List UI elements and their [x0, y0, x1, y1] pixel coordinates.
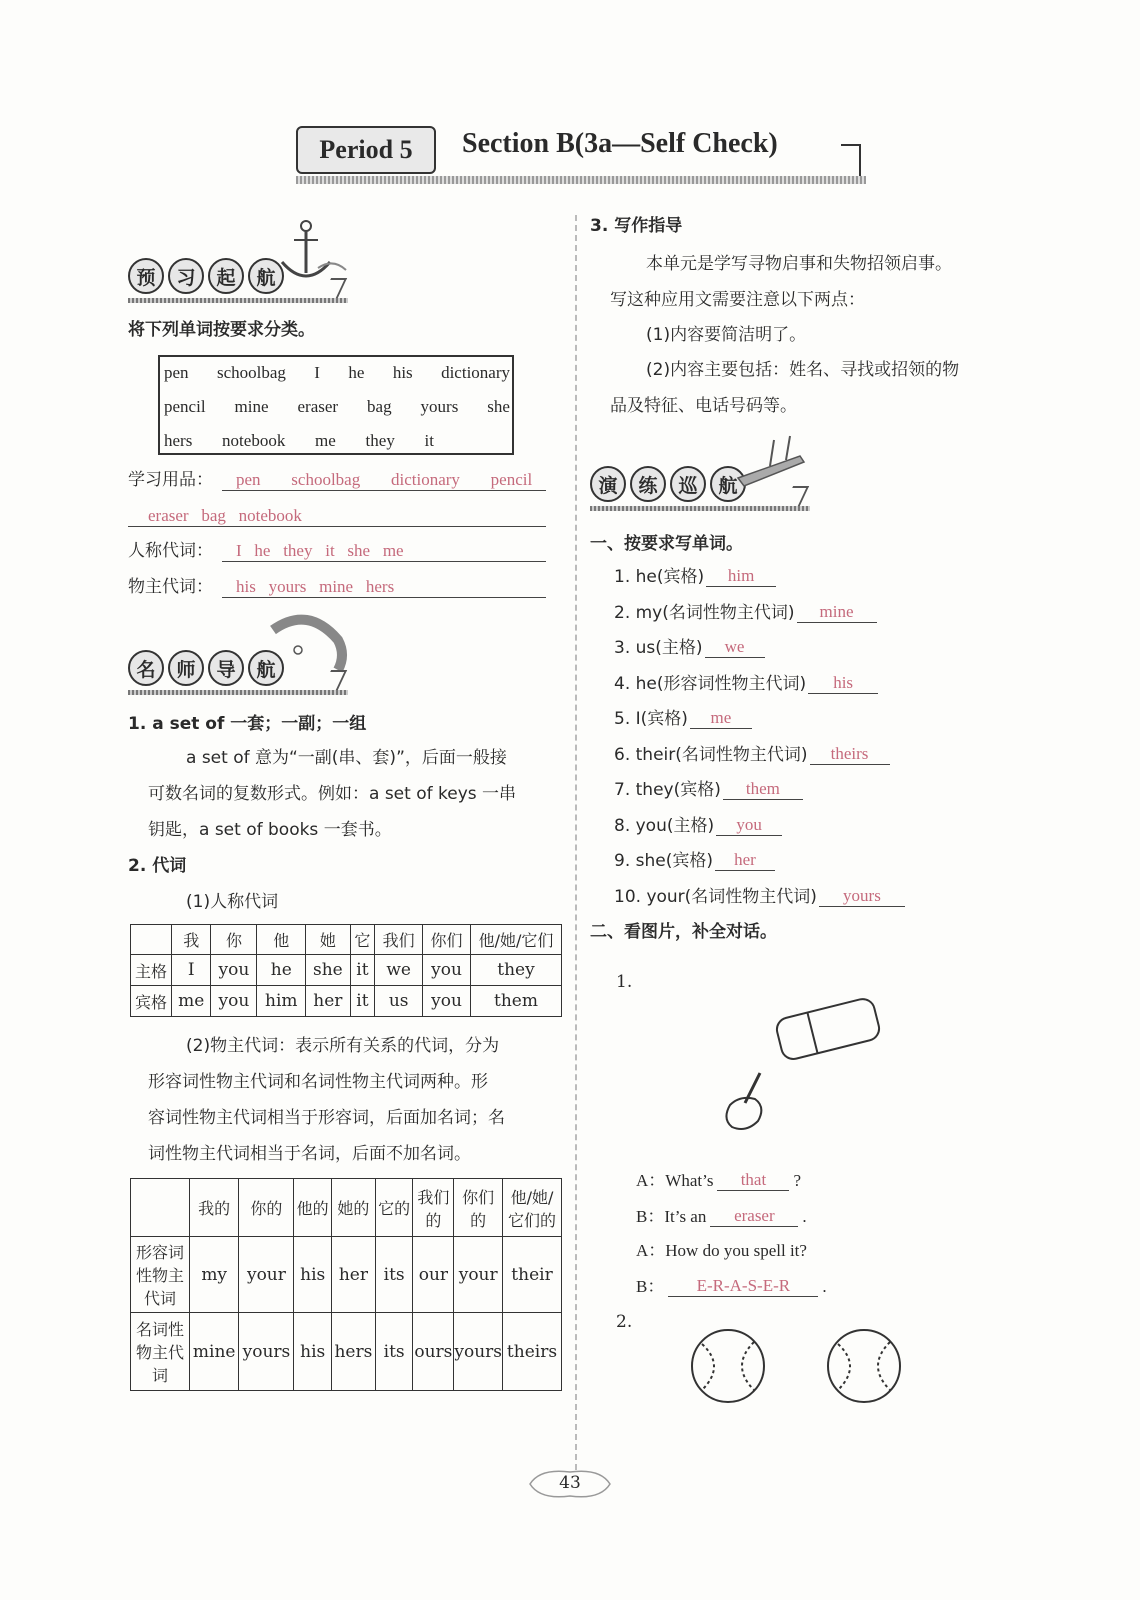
word-row: pencil mine eraser bag yours she [164, 397, 510, 416]
table-cell: 主格 [131, 955, 172, 986]
item2-sub2-line: 形容词性物主代词和名词性物主代词两种。形 [148, 1072, 488, 1092]
exercise-item [614, 708, 752, 729]
exercise-answer: theirs [830, 743, 869, 763]
table-cell: his [294, 1237, 331, 1313]
table-cell: theirs [503, 1313, 562, 1391]
table-cell: my [190, 1237, 239, 1313]
dialog-answer-blank[interactable] [710, 1206, 798, 1227]
item1-line: a set of 意为“一副(串、套)”，后面一般接 [186, 748, 507, 768]
exercise-question: 1. he(宾格) [614, 567, 705, 587]
exercise-answer: him [727, 566, 755, 585]
table-cell: them [471, 986, 562, 1017]
dialog-punctuation: . [802, 1207, 807, 1226]
dialog-answer: that [740, 1170, 767, 1189]
writing-line: 本单元是学写寻物启事和失物招领启事。 [646, 254, 952, 274]
table-cell: its [375, 1313, 412, 1391]
exercise-answer-blank[interactable] [810, 744, 890, 765]
table-cell: yours [454, 1313, 503, 1391]
exercise-question: 8. you(主格) [614, 815, 715, 836]
category-label-supplies: 学习用品： [128, 470, 213, 490]
exercise-question: 2. my(名词性物主代词) [614, 602, 795, 623]
exercise-item [614, 566, 776, 587]
table-cell: him [257, 986, 306, 1017]
header-rule [296, 176, 866, 184]
dialog-line [636, 1170, 801, 1191]
table-row [131, 1313, 562, 1391]
item2-sub2-line: (2)物主代词：表示所有关系的代词，分为 [186, 1036, 500, 1056]
dialog-answer-blank[interactable] [717, 1170, 789, 1191]
table-cell [131, 925, 172, 955]
exercise-answer: me [710, 708, 732, 727]
table-cell: its [375, 1237, 412, 1313]
exercise-question: 5. I(宾格) [614, 709, 688, 729]
table-cell: 他/她/它们的 [503, 1179, 562, 1237]
exercise-answer-blank[interactable] [690, 708, 752, 729]
practice-badge: 演 练 巡 航 [590, 466, 746, 510]
answer-line: pen schoolbag dictionary pencil [222, 470, 546, 491]
table-cell: 你的 [239, 1179, 294, 1237]
table-cell: he [257, 955, 306, 986]
table-cell: yours [239, 1313, 294, 1391]
item2-sub2-line: 容词性物主代词相当于形容词，后面加名词；名 [148, 1108, 505, 1128]
table-cell: 名词性物主代词 [131, 1313, 190, 1391]
writing-line: 写这种应用文需要注意以下两点： [610, 290, 865, 310]
category-label-personal: 人称代词： [128, 541, 213, 561]
item2-sub2-line: 词性物主代词相当于名词，后面不加名词。 [148, 1144, 471, 1164]
dialog-text: B：It’s an [636, 1207, 707, 1226]
table-cell: she [306, 955, 351, 986]
dialog-answer: eraser [734, 1206, 775, 1225]
table-cell: me [172, 986, 211, 1017]
exercise-question: 4. he(形容词性物主代词) [614, 673, 807, 694]
teacher-badge: 名 师 导 航 [128, 650, 284, 694]
item1-line: 可数名词的复数形式。例如：a set of keys 一串 [148, 784, 517, 804]
table-cell: 我们的 [413, 1179, 454, 1237]
table-cell: we [375, 955, 423, 986]
table-cell: you [423, 955, 471, 986]
dialog-line [636, 1206, 807, 1227]
exercise-answer-blank[interactable] [819, 886, 905, 907]
table-cell: 形容词性物主代词 [131, 1237, 190, 1313]
exercise-answer-blank[interactable] [715, 850, 775, 871]
item1-title: 1. a set of 一套；一副；一组 [128, 714, 367, 734]
page-number-ornament [520, 1466, 620, 1502]
exercise-answer-blank[interactable] [808, 673, 878, 694]
section-title: Section B(3a—Self Check) [462, 128, 778, 159]
exercise-item [614, 637, 765, 658]
page-header [296, 122, 866, 182]
table-cell: 她 [306, 925, 351, 955]
preview-badge: 预 习 起 航 [128, 258, 284, 302]
part2-title: 二、看图片，补全对话。 [590, 922, 777, 942]
table-row [131, 1237, 562, 1313]
table-cell: 他/她/它们 [471, 925, 562, 955]
table-cell: they [471, 955, 562, 986]
table-cell: you [423, 986, 471, 1017]
header-hook-decoration [841, 144, 861, 176]
word-row: pen schoolbag I he his dictionary [164, 363, 510, 382]
exercise-answer-blank[interactable] [705, 637, 765, 658]
table-cell: your [454, 1237, 503, 1313]
category-label-possessive: 物主代词： [128, 577, 213, 597]
exercise-answer: his [833, 672, 854, 692]
table-cell: their [503, 1237, 562, 1313]
preview-instruction: 将下列单词按要求分类。 [128, 320, 315, 340]
writing-line: (2)内容主要包括：姓名、寻找或招领的物 [646, 360, 960, 380]
exercise-question: 6. their(名词性物主代词) [614, 744, 808, 765]
dialog1-number: 1. [616, 972, 633, 992]
word-row: hers notebook me they it [164, 431, 434, 450]
answer-line: I he they it she me [222, 541, 546, 562]
dialog-line [636, 1241, 807, 1261]
baseballs-illustration [688, 1326, 918, 1410]
table-cell: 他 [257, 925, 306, 955]
dialog-text: A：What’s [636, 1171, 714, 1190]
item2-subtitle: (1)人称代词 [186, 892, 279, 912]
dialog2-number: 2. [616, 1312, 633, 1332]
writing-line: (1)内容要简洁明了。 [646, 325, 807, 345]
exercise-answer: you [736, 814, 762, 834]
personal-pronoun-table [130, 924, 562, 1017]
dialog-punctuation: ? [793, 1171, 801, 1190]
possessive-pronoun-table [130, 1178, 562, 1391]
exercise-question: 7. they(宾格) [614, 780, 721, 800]
exercise-question: 9. she(宾格) [614, 851, 713, 871]
table-cell: 他的 [294, 1179, 331, 1237]
table-cell: it [350, 986, 375, 1017]
dialog-answer-blank[interactable] [668, 1276, 818, 1297]
exercise-item [614, 744, 890, 765]
exercise-question: 10. your(名词性物主代词) [614, 886, 817, 907]
exercise-answer: them [745, 779, 780, 798]
table-cell: 宾格 [131, 986, 172, 1017]
exercise-answer: her [734, 850, 756, 869]
exercise-item [614, 815, 782, 836]
table-cell: 它的 [375, 1179, 412, 1237]
period-label: Period 5 [296, 126, 436, 174]
table-cell: 你们 [423, 925, 471, 955]
answer-line: his yours mine hers [222, 577, 546, 598]
eraser-illustration [700, 995, 900, 1145]
table-cell: 你们的 [454, 1179, 503, 1237]
exercise-answer-blank[interactable] [716, 815, 782, 836]
writing-line: 品及特征、电话号码等。 [610, 396, 797, 416]
table-cell: 我 [172, 925, 211, 955]
dialog-line [636, 1276, 827, 1297]
dialog-punctuation: . [822, 1277, 827, 1296]
exercise-item [614, 850, 775, 871]
exercise-answer: mine [819, 601, 854, 621]
table-cell: your [239, 1237, 294, 1313]
exercise-answer: yours [843, 885, 881, 905]
exercise-item [614, 602, 877, 623]
page-number: 43 [559, 1473, 581, 1493]
exercise-answer: we [724, 637, 745, 656]
table-cell: 它 [350, 925, 375, 955]
part1-title: 一、按要求写单词。 [590, 534, 743, 554]
table-cell [131, 1179, 190, 1237]
exercise-answer-blank[interactable] [797, 602, 877, 623]
table-cell: I [172, 955, 211, 986]
dialog-answer: E-R-A-S-E-R [696, 1276, 791, 1295]
table-cell: you [211, 955, 257, 986]
exercise-item [614, 886, 905, 907]
item1-line: 钥匙，a set of books 一套书。 [148, 820, 392, 840]
writing-title: 3. 写作指导 [590, 216, 683, 236]
table-cell: her [331, 1237, 375, 1313]
exercise-item [614, 779, 803, 800]
dialog-text: B： [636, 1277, 665, 1296]
table-cell: her [306, 986, 351, 1017]
table-cell: mine [190, 1313, 239, 1391]
table-cell: ours [413, 1313, 454, 1391]
table-row [131, 955, 562, 986]
table-cell: you [211, 986, 257, 1017]
exercise-question: 3. us(主格) [614, 638, 703, 658]
dialog-text: A：How do you spell it? [636, 1241, 807, 1260]
answer-line: eraser bag notebook [128, 506, 546, 527]
column-divider [575, 215, 577, 1470]
table-cell: 你 [211, 925, 257, 955]
table-cell: 她的 [331, 1179, 375, 1237]
table-cell: his [294, 1313, 331, 1391]
exercise-answer-blank[interactable] [723, 779, 803, 800]
item2-title: 2. 代词 [128, 856, 187, 876]
table-cell: 我们 [375, 925, 423, 955]
table-cell: hers [331, 1313, 375, 1391]
exercise-item [614, 673, 878, 694]
table-cell: us [375, 986, 423, 1017]
table-row [131, 986, 562, 1017]
table-cell: it [350, 955, 375, 986]
exercise-answer-blank[interactable] [706, 566, 776, 587]
word-box [158, 355, 514, 455]
table-cell: our [413, 1237, 454, 1313]
table-cell: 我的 [190, 1179, 239, 1237]
